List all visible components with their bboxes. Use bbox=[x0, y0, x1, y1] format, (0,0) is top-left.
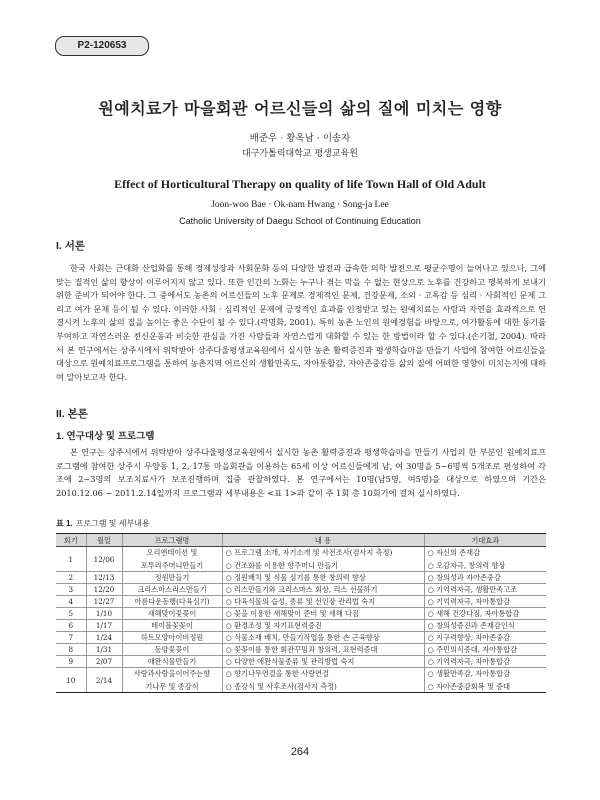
cell-content bbox=[222, 632, 424, 644]
authors-english: Joon-woo Bae · Ok-nam Hwang · Song-ja Lee bbox=[211, 200, 389, 210]
cell-session: 9 bbox=[56, 656, 86, 668]
subjects-paragraph: 본 연구는 상주시에서 위탁받아 상주다울평생교육원에서 실시한 농촌 활력증진과 평생학습마을 만들기 사업의 한 부분인 원예치료프로그램에 참여한 상주시 무양동 1, 2, 17통 마을회관을 이용하는 65세 이상 어르신들에게 남, 여 30명을 5~6명씩 5개조로 편성하여 각조에 2~3명의 보조치료사가 보조진행하며 집중 관찰하였다. 본 연구에서는 10명(남5명, 여5명)을 대상으로 하였으며 기간은 2010.12.06 ~ 2011.2.14일까지 프로그램과 세부내용은 <표 1>과 같이 주 1회 총 10회기에 걸쳐 실시하였다. bbox=[56, 447, 546, 498]
effect-line: ○ 생활만족감, 자아통합감 bbox=[428, 669, 544, 678]
cell-date: 12/27 bbox=[86, 596, 122, 608]
header-program: 프로그램명 bbox=[122, 534, 222, 547]
cell-content bbox=[222, 656, 424, 668]
effect-line: ○ 자신의 존재감 bbox=[428, 548, 544, 557]
header-content: 내 용 bbox=[222, 534, 424, 547]
cell-effect bbox=[424, 572, 546, 584]
cell-content bbox=[222, 547, 424, 572]
cell-program bbox=[122, 596, 222, 608]
content-line: ○ 꽃꽂이를 통한 회관꾸밈과 창의력, 표현력증대 bbox=[226, 645, 421, 654]
cell-date: 12/13 bbox=[86, 572, 122, 584]
content-line: ○ 정원배치 및 식물 심기를 통한 창의력 향상 bbox=[226, 573, 421, 582]
effect-line: ○ 창의성과 자아존중감 bbox=[428, 573, 544, 582]
table-row bbox=[56, 632, 546, 644]
cell-date: 1/31 bbox=[86, 644, 122, 656]
cell-effect bbox=[424, 596, 546, 608]
program-name-line: 새해맞이꽃꽂이 bbox=[147, 609, 197, 618]
program-name-line: 오리엔테이션 및 bbox=[146, 548, 198, 557]
cell-program bbox=[122, 584, 222, 596]
effect-line: ○ 기억력자극, 자아통합감 bbox=[428, 597, 544, 606]
table-row bbox=[56, 547, 546, 572]
table-row bbox=[56, 596, 546, 608]
cell-content bbox=[222, 596, 424, 608]
affiliation-english: Catholic University of Daegu School of Continuing Education bbox=[179, 216, 421, 226]
table-row bbox=[56, 644, 546, 656]
subsection-heading-subjects: 1. 연구대상 및 프로그램 bbox=[56, 431, 155, 442]
program-name-line: 테이블꽃꽂이 bbox=[151, 621, 193, 630]
cell-effect bbox=[424, 656, 546, 668]
cell-program bbox=[122, 547, 222, 572]
program-name-line: 기나무 및 종강식 bbox=[145, 682, 199, 691]
header-session: 회기 bbox=[56, 534, 86, 547]
table-caption-text: 프로그램 및 세부내용 bbox=[75, 519, 150, 528]
cell-effect bbox=[424, 668, 546, 693]
cell-content bbox=[222, 644, 424, 656]
effect-line: ○ 창의성증진과 존재감인식 bbox=[428, 621, 544, 630]
cell-program bbox=[122, 656, 222, 668]
effect-line: ○ 지구력향상, 자아존중감 bbox=[428, 633, 544, 642]
effect-line: ○ 기억력자극, 생활만족고조 bbox=[428, 585, 544, 594]
cell-date: 1/17 bbox=[86, 620, 122, 632]
table-row bbox=[56, 608, 546, 620]
content-line: ○ 환경조성 및 자기표현력증진 bbox=[226, 621, 421, 630]
cell-content bbox=[222, 620, 424, 632]
program-name-line: 정원만들기 bbox=[154, 573, 190, 582]
content-line: ○ 다양한 애완식물종류 및 관리방법 숙지 bbox=[226, 657, 421, 666]
cell-content bbox=[222, 572, 424, 584]
cell-program bbox=[122, 620, 222, 632]
cell-date: 2/14 bbox=[86, 668, 122, 693]
table-header-row bbox=[56, 534, 546, 547]
cell-effect bbox=[424, 644, 546, 656]
header-date: 월일 bbox=[86, 534, 122, 547]
introduction-paragraph: 한국 사회는 근대화 산업화를 통해 경제성장과 사회문화 등의 다양한 발전과 급속한 의학 발전으로 평균수명이 늘어나고 있으나, 그에 맞는 질적인 삶의 향상이 이루어지지 않고 있다. 또한 인간의 노화는 누구나 겪는 막을 수 없는 현상으로 노후를 건강하고 행복하게 보내기 위한 준비가 되어야 한다. 그 중에서도 농촌의 어르신들의 노후 문제로 경제적인 문제, 건강문제, 소외 · 고독감 등 심리 · 사회적인 문제 그리고 여가 문제 등이 될 수 있다. 이러한 사회 · 심리적인 문제에 긍정적인 효과를 인정받고 있는 원예치료는 사람과 자연을 효과적으로 연결시켜 노후의 삶의 질을 높이는 좋은 수단이 될 수 있다.(곽명화, 2001). 특히 농촌 노인의 원예경험을 바탕으로, 여가활동에 대한 동기를 부여하고 자연스러운 전신운동과 비슷한 관심을 가진 사람들과 자연스럽게 대화할 수 있는 한 방법이라 할 수 있다.(손기철, 2004). 따라서 본 연구에서는 상주시에서 위탁받아 상주다울평생교육원에서 실시한 농촌 활력증진과 평생학습마을 만들기 사업에 참여한 어르신들을 대상으로 원예치료프로그램을 통하여 농촌지역 어르신의 생활만족도, 자아통합감, 자아존중감등 삶의 질에 어떠한 영향이 미치는지에 대하여 알아보고자 한다. bbox=[56, 263, 546, 382]
title-korean: 원예치료가 마을회관 어르신들의 삶의 질에 미치는 영향 bbox=[98, 99, 502, 118]
cell-session: 7 bbox=[56, 632, 86, 644]
cell-session: 6 bbox=[56, 620, 86, 632]
cell-effect bbox=[424, 608, 546, 620]
content-line: ○ 꽃을 이용한 새해맞이 준비 및 새해 다짐 bbox=[226, 609, 421, 618]
page-number: 264 bbox=[290, 746, 310, 758]
cell-date: 2/07 bbox=[86, 656, 122, 668]
content-line: ○ 식물소재 배치, 만들기작업을 통한 손 근육향상 bbox=[226, 633, 421, 642]
cell-session: 2 bbox=[56, 572, 86, 584]
cell-content bbox=[222, 584, 424, 596]
table-row bbox=[56, 572, 546, 584]
table-caption-number: 표 1. bbox=[56, 519, 73, 528]
cell-effect bbox=[424, 547, 546, 572]
effect-line: ○ 기억력자극, 자아통합감 bbox=[428, 657, 544, 666]
content-line: ○ 다육식물의 습성, 종류 및 선인장 관리법 숙지 bbox=[226, 597, 421, 606]
effect-line: ○ 주민의식증대, 자아통합감 bbox=[428, 645, 544, 654]
cell-program bbox=[122, 572, 222, 584]
effect-line: ○ 새해 건강다짐, 자아통합감 bbox=[428, 609, 544, 618]
affiliation-korean: 대구가톨릭대학교 평생교육원 bbox=[242, 149, 358, 159]
cell-effect bbox=[424, 584, 546, 596]
program-name-line: 동양꽃꽂이 bbox=[154, 645, 190, 654]
content-line: ○ 프로그램 소개, 자기소개 및 사전조사(검사지 측정) bbox=[226, 548, 421, 557]
cell-session: 4 bbox=[56, 596, 86, 608]
cell-program bbox=[122, 644, 222, 656]
table-row bbox=[56, 668, 546, 693]
poster-code-badge: P2-120653 bbox=[55, 36, 149, 56]
cell-effect bbox=[424, 632, 546, 644]
program-name-line: 크리스마스리스만들기 bbox=[137, 585, 207, 594]
authors-korean: 배준우 · 황옥남 · 이송자 bbox=[249, 133, 351, 144]
cell-session: 5 bbox=[56, 608, 86, 620]
program-name-line: 하트모양아이비정원 bbox=[140, 633, 204, 642]
program-name-line: 아름다운동행(다육심기) bbox=[134, 597, 210, 606]
cell-date: 1/24 bbox=[86, 632, 122, 644]
cell-content bbox=[222, 608, 424, 620]
cell-date: 12/06 bbox=[86, 547, 122, 572]
effect-line: ○ 오감자극, 창의력 향상 bbox=[428, 561, 544, 570]
content-line: ○ 종강식 및 사후조사(검사지 측정) bbox=[226, 682, 421, 691]
content-line: ○ 리스만들기와 크리스마스 회상, 리스 선물하기 bbox=[226, 585, 421, 594]
program-name-line: 사랑과사람을이어주는향 bbox=[133, 669, 211, 678]
program-name-line: 포투리주머니만들기 bbox=[140, 561, 204, 570]
table-row bbox=[56, 656, 546, 668]
cell-date: 12/20 bbox=[86, 584, 122, 596]
section-heading-introduction: I. 서론 bbox=[56, 240, 86, 252]
cell-program bbox=[122, 632, 222, 644]
table-row bbox=[56, 620, 546, 632]
cell-date: 1/10 bbox=[86, 608, 122, 620]
program-table bbox=[56, 533, 546, 693]
cell-session: 3 bbox=[56, 584, 86, 596]
cell-content bbox=[222, 668, 424, 693]
cell-session: 8 bbox=[56, 644, 86, 656]
table-row bbox=[56, 584, 546, 596]
program-name-line: 애완식물만들기 bbox=[147, 657, 197, 666]
content-line: ○ 향기나무연결을 통한 사랑연결 bbox=[226, 669, 421, 678]
cell-session: 1 bbox=[56, 547, 86, 572]
effect-line: ○ 자아존중감회복 및 증대 bbox=[428, 682, 544, 691]
cell-effect bbox=[424, 620, 546, 632]
section-heading-body: II. 본론 bbox=[56, 408, 88, 420]
title-english: Effect of Horticultural Therapy on quality of life Town Hall of Old Adult bbox=[114, 177, 486, 191]
content-line: ○ 건조화를 이용한 향주머니 만들기 bbox=[226, 561, 421, 570]
table-caption bbox=[56, 518, 150, 529]
cell-session: 10 bbox=[56, 668, 86, 693]
cell-program bbox=[122, 608, 222, 620]
cell-program bbox=[122, 668, 222, 693]
header-effect: 기대효과 bbox=[424, 534, 546, 547]
